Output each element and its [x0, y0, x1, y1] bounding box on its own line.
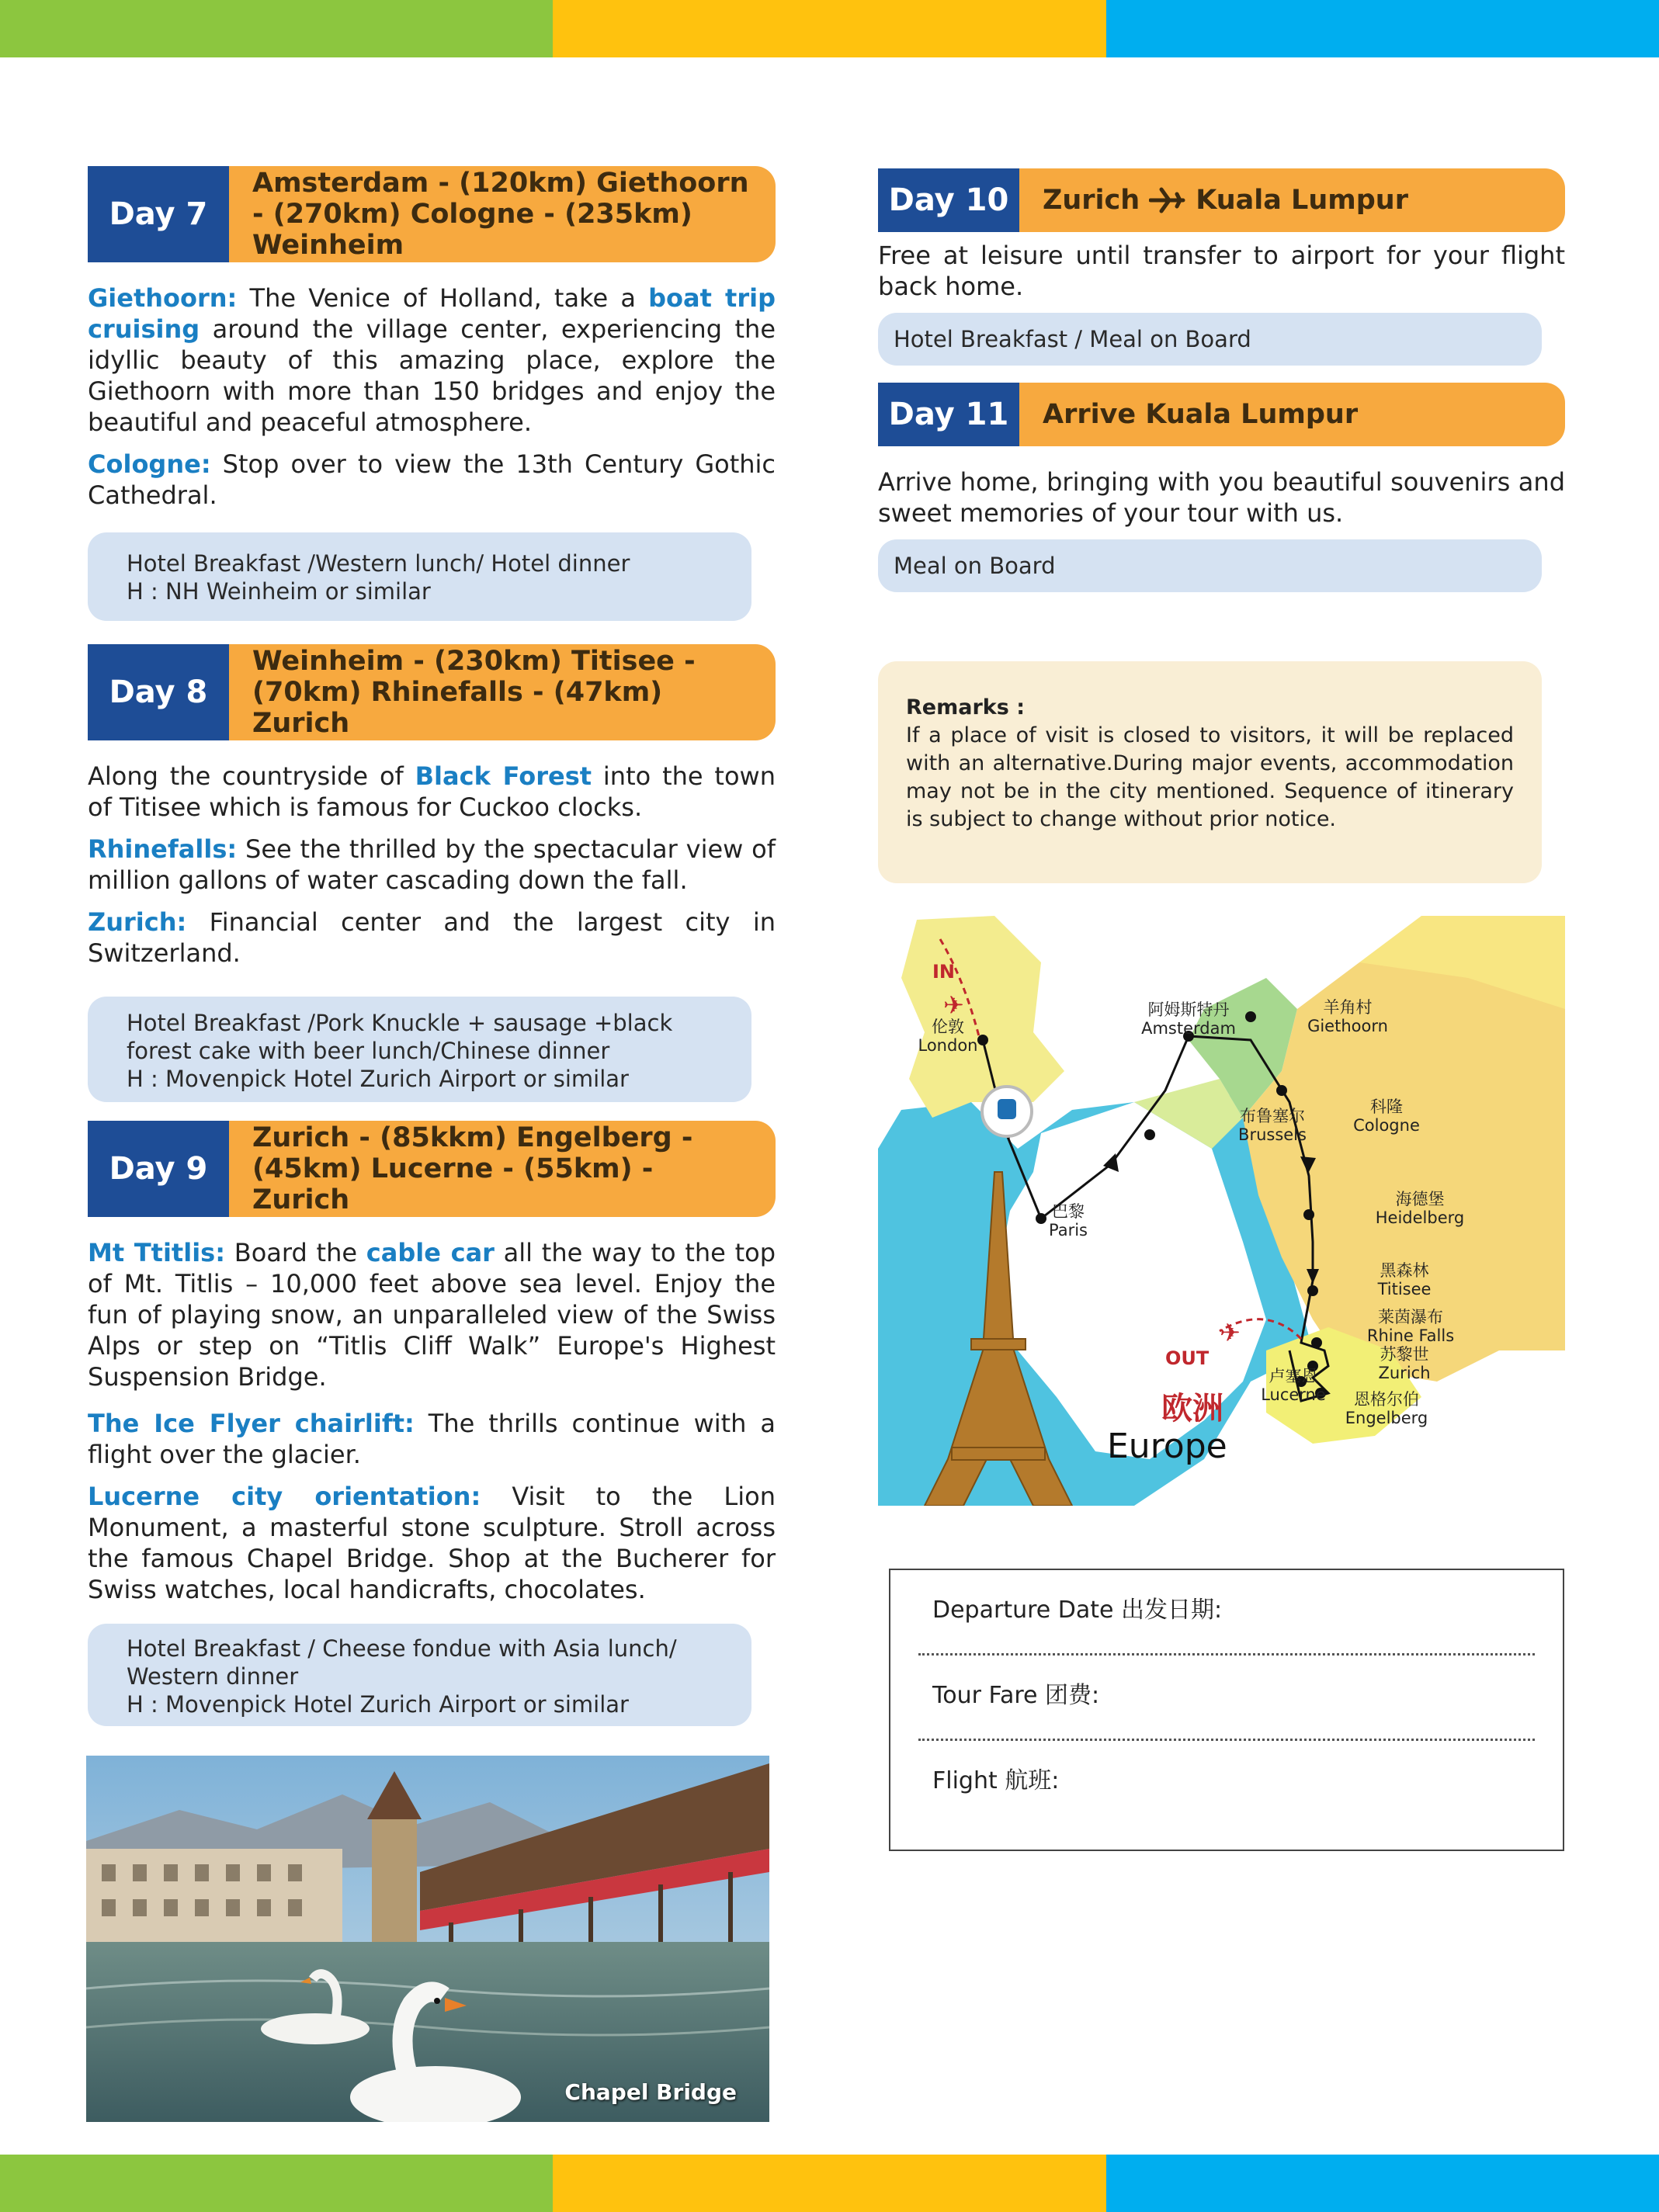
day7-cologne-paragraph — [88, 449, 776, 511]
day7-meals: Hotel Breakfast /Western lunch/ Hotel dinner — [127, 550, 630, 577]
rhinefalls-text: See the thrilled by the spectacular view of million gallons of water cascading down the fall. — [88, 834, 776, 895]
yellow-stripe — [553, 2155, 1105, 2212]
day10-badge: Day 10 — [878, 168, 1019, 232]
top-color-bar — [0, 0, 1659, 57]
cologne-text: Stop over to view the 13th Century Gothic Cathedral. — [88, 449, 776, 510]
rhinefalls-label: Rhinefalls: — [88, 834, 238, 864]
map-label-lucerne-cn: 卢塞恩 — [1269, 1367, 1318, 1385]
day10-route — [1019, 168, 1565, 232]
map-label-rhinefalls-cn: 莱茵瀑布 — [1378, 1308, 1443, 1326]
map-label-paris: Paris — [1049, 1221, 1088, 1239]
day10-text: Free at leisure until transfer to airport for your flight back home. — [878, 241, 1565, 301]
day10-header — [878, 168, 1565, 232]
map-label-titisee: Titisee — [1377, 1280, 1432, 1298]
map-label-cologne: Cologne — [1353, 1116, 1420, 1135]
map-region-cn: 欧洲 — [1161, 1391, 1223, 1427]
airplane-icon — [1149, 187, 1186, 213]
day9-lucerne-paragraph — [88, 1481, 776, 1605]
day9-meals: Hotel Breakfast / Cheese fondue with Asia lunch/ Western dinner — [127, 1635, 677, 1690]
black-forest-text-a: Along the countryside of — [88, 761, 415, 791]
map-in-label: IN — [932, 961, 956, 983]
day11-meal-box: Meal on Board — [878, 539, 1542, 592]
day7-meal-box — [88, 532, 751, 621]
ice-flyer-label: The Ice Flyer chairlift: — [88, 1409, 415, 1438]
day7-hotel: H : NH Weinheim or similar — [127, 578, 431, 605]
booking-info-form — [889, 1569, 1564, 1851]
left-column — [88, 166, 776, 1749]
map-label-zurich-cn: 苏黎世 — [1380, 1345, 1429, 1364]
day8-meal-box — [88, 997, 751, 1102]
day8-zurich-paragraph — [88, 907, 776, 969]
lucerne-text: Visit to the Lion Monument, a masterful stone sculpture. Stroll across the famous Chapel Bridge. Shop at the Bucherer for Swiss watches, local handicrafts, chocolates. — [88, 1482, 776, 1604]
blue-stripe — [1106, 2155, 1659, 2212]
day10-route-from: Zurich — [1043, 185, 1140, 216]
titlis-text-b: all the way to the top of Mt. Titlis – 10,000 feet above sea level. Enjoy the fun of playing snow, an unparalleled view of the Swiss Alps or step on “Titlis Cliff Walk” Europe's Highest Suspension Bridge. — [88, 1238, 776, 1392]
day10-meal-box: Hotel Breakfast / Meal on Board — [878, 313, 1542, 366]
map-label-amsterdam: Amsterdam — [1141, 1019, 1236, 1038]
map-label-rhinefalls: Rhine Falls — [1366, 1326, 1455, 1345]
map-out-label: OUT — [1165, 1347, 1210, 1369]
bottom-color-bar — [0, 2155, 1659, 2212]
day9-ice-flyer-paragraph — [88, 1408, 776, 1470]
day11-text: Arrive home, bringing with you beautiful souvenirs and sweet memories of your tour with us. — [878, 467, 1565, 528]
day7-badge: Day 7 — [88, 166, 229, 262]
tour-fare-row[interactable] — [918, 1656, 1535, 1741]
plane-out-icon: ✈ — [1220, 1318, 1241, 1347]
ice-flyer-text: The thrills continue with a flight over the glacier. — [88, 1409, 776, 1469]
photo-caption: Chapel Bridge — [564, 2079, 737, 2105]
day9-hotel: H : Movenpick Hotel Zurich Airport or similar — [127, 1691, 629, 1718]
titlis-text-a: Board the — [225, 1238, 366, 1267]
boat-trip-highlight: boat trip cruising — [88, 283, 776, 344]
day10-route-to: Kuala Lumpur — [1196, 185, 1408, 216]
chapel-bridge-photo — [86, 1756, 769, 2122]
green-stripe — [0, 2155, 553, 2212]
map-label-london-cn: 伦敦 — [932, 1018, 964, 1036]
map-label-zurich: Zurich — [1378, 1364, 1431, 1382]
departure-date-row[interactable] — [918, 1570, 1535, 1656]
map-region-en: Europe — [1107, 1427, 1227, 1466]
day7-giethoorn-paragraph — [88, 283, 776, 438]
day11-badge: Day 11 — [878, 383, 1019, 446]
map-label-heidelberg: Heidelberg — [1375, 1208, 1465, 1227]
map-label-engelberg-cn: 恩格尔伯 — [1354, 1390, 1419, 1409]
europe-route-map — [878, 916, 1565, 1506]
map-label-brussels: Brussels — [1238, 1125, 1307, 1144]
map-label-amsterdam-cn: 阿姆斯特丹 — [1147, 1000, 1230, 1019]
day9-header — [88, 1121, 776, 1217]
day9-badge: Day 9 — [88, 1121, 229, 1217]
zurich-text: Financial center and the largest city in Switzerland. — [88, 907, 776, 968]
zurich-label: Zurich: — [88, 907, 187, 937]
remarks-title: Remarks : — [906, 695, 1025, 719]
remarks-text: If a place of visit is closed to visitors, it will be replaced with an alternative.During major events, accommodation may not be in the city mentioned. Sequence of itinerary is subject to change without prior notice. — [906, 723, 1514, 831]
flight-row[interactable] — [918, 1741, 1535, 1826]
black-forest-highlight: Black Forest — [415, 761, 592, 791]
map-label-brussels-cn: 布鲁塞尔 — [1240, 1107, 1305, 1125]
right-column — [878, 168, 1565, 615]
plane-in-icon: ✈ — [943, 990, 964, 1020]
day8-black-forest-paragraph — [88, 761, 776, 823]
departure-date-label: Departure Date 出发日期: — [932, 1597, 1223, 1624]
map-label-titisee-cn: 黑森林 — [1380, 1261, 1429, 1280]
flight-label: Flight 航班: — [932, 1767, 1060, 1794]
day7-header — [88, 166, 776, 262]
day9-titlis-paragraph — [88, 1237, 776, 1392]
day9-meal-box — [88, 1624, 751, 1726]
day9-route: Zurich - (85kkm) Engelberg - (45km) Lucerne - (55km) - Zurich — [229, 1121, 776, 1217]
remarks-box — [878, 661, 1542, 883]
chapel-bridge-illustration — [86, 1756, 769, 2122]
map-label-cologne-cn: 科隆 — [1370, 1097, 1403, 1116]
day11-header — [878, 383, 1565, 446]
blue-stripe — [1106, 0, 1659, 57]
day8-hotel: H : Movenpick Hotel Zurich Airport or similar — [127, 1066, 629, 1092]
day8-rhinefalls-paragraph — [88, 834, 776, 896]
day8-badge: Day 8 — [88, 644, 229, 740]
day7-route: Amsterdam - (120km) Giethoorn - (270km) Cologne - (235km) Weinheim — [229, 166, 776, 262]
map-illustration — [878, 916, 1565, 1506]
titlis-label: Mt Ttitlis: — [88, 1238, 226, 1267]
map-label-giethoorn-cn: 羊角村 — [1323, 998, 1373, 1017]
giethoorn-label: Giethoorn: — [88, 283, 238, 313]
map-label-london: London — [918, 1036, 978, 1055]
cologne-label: Cologne: — [88, 449, 211, 479]
tour-fare-label: Tour Fare 团费: — [932, 1682, 1100, 1709]
map-label-giethoorn: Giethoorn — [1307, 1017, 1388, 1035]
map-label-heidelberg-cn: 海德堡 — [1395, 1190, 1445, 1208]
lucerne-label: Lucerne city orientation: — [88, 1482, 481, 1511]
giethoorn-text-a: The Venice of Holland, take a — [237, 283, 649, 313]
black-forest-text-b: into the town of Titisee which is famous for Cuckoo clocks. — [88, 761, 776, 822]
cable-car-highlight: cable car — [366, 1238, 495, 1267]
green-stripe — [0, 0, 553, 57]
map-label-engelberg: Engelberg — [1345, 1409, 1428, 1427]
giethoorn-text-b: around the village center, experiencing the idyllic beauty of this amazing place, explore the Giethoorn with more than 150 bridges and enjoy the beautiful and peaceful atmosphere. — [88, 314, 776, 437]
day8-route: Weinheim - (230km) Titisee - (70km) Rhinefalls - (47km) Zurich — [229, 644, 776, 740]
yellow-stripe — [553, 0, 1105, 57]
map-label-lucerne: Lucerne — [1261, 1385, 1326, 1404]
day8-meals: Hotel Breakfast /Pork Knuckle + sausage +black forest cake with beer lunch/Chinese dinner — [127, 1010, 673, 1064]
day8-header — [88, 644, 776, 740]
map-label-paris-cn: 巴黎 — [1052, 1202, 1085, 1221]
day11-route: Arrive Kuala Lumpur — [1019, 383, 1565, 446]
